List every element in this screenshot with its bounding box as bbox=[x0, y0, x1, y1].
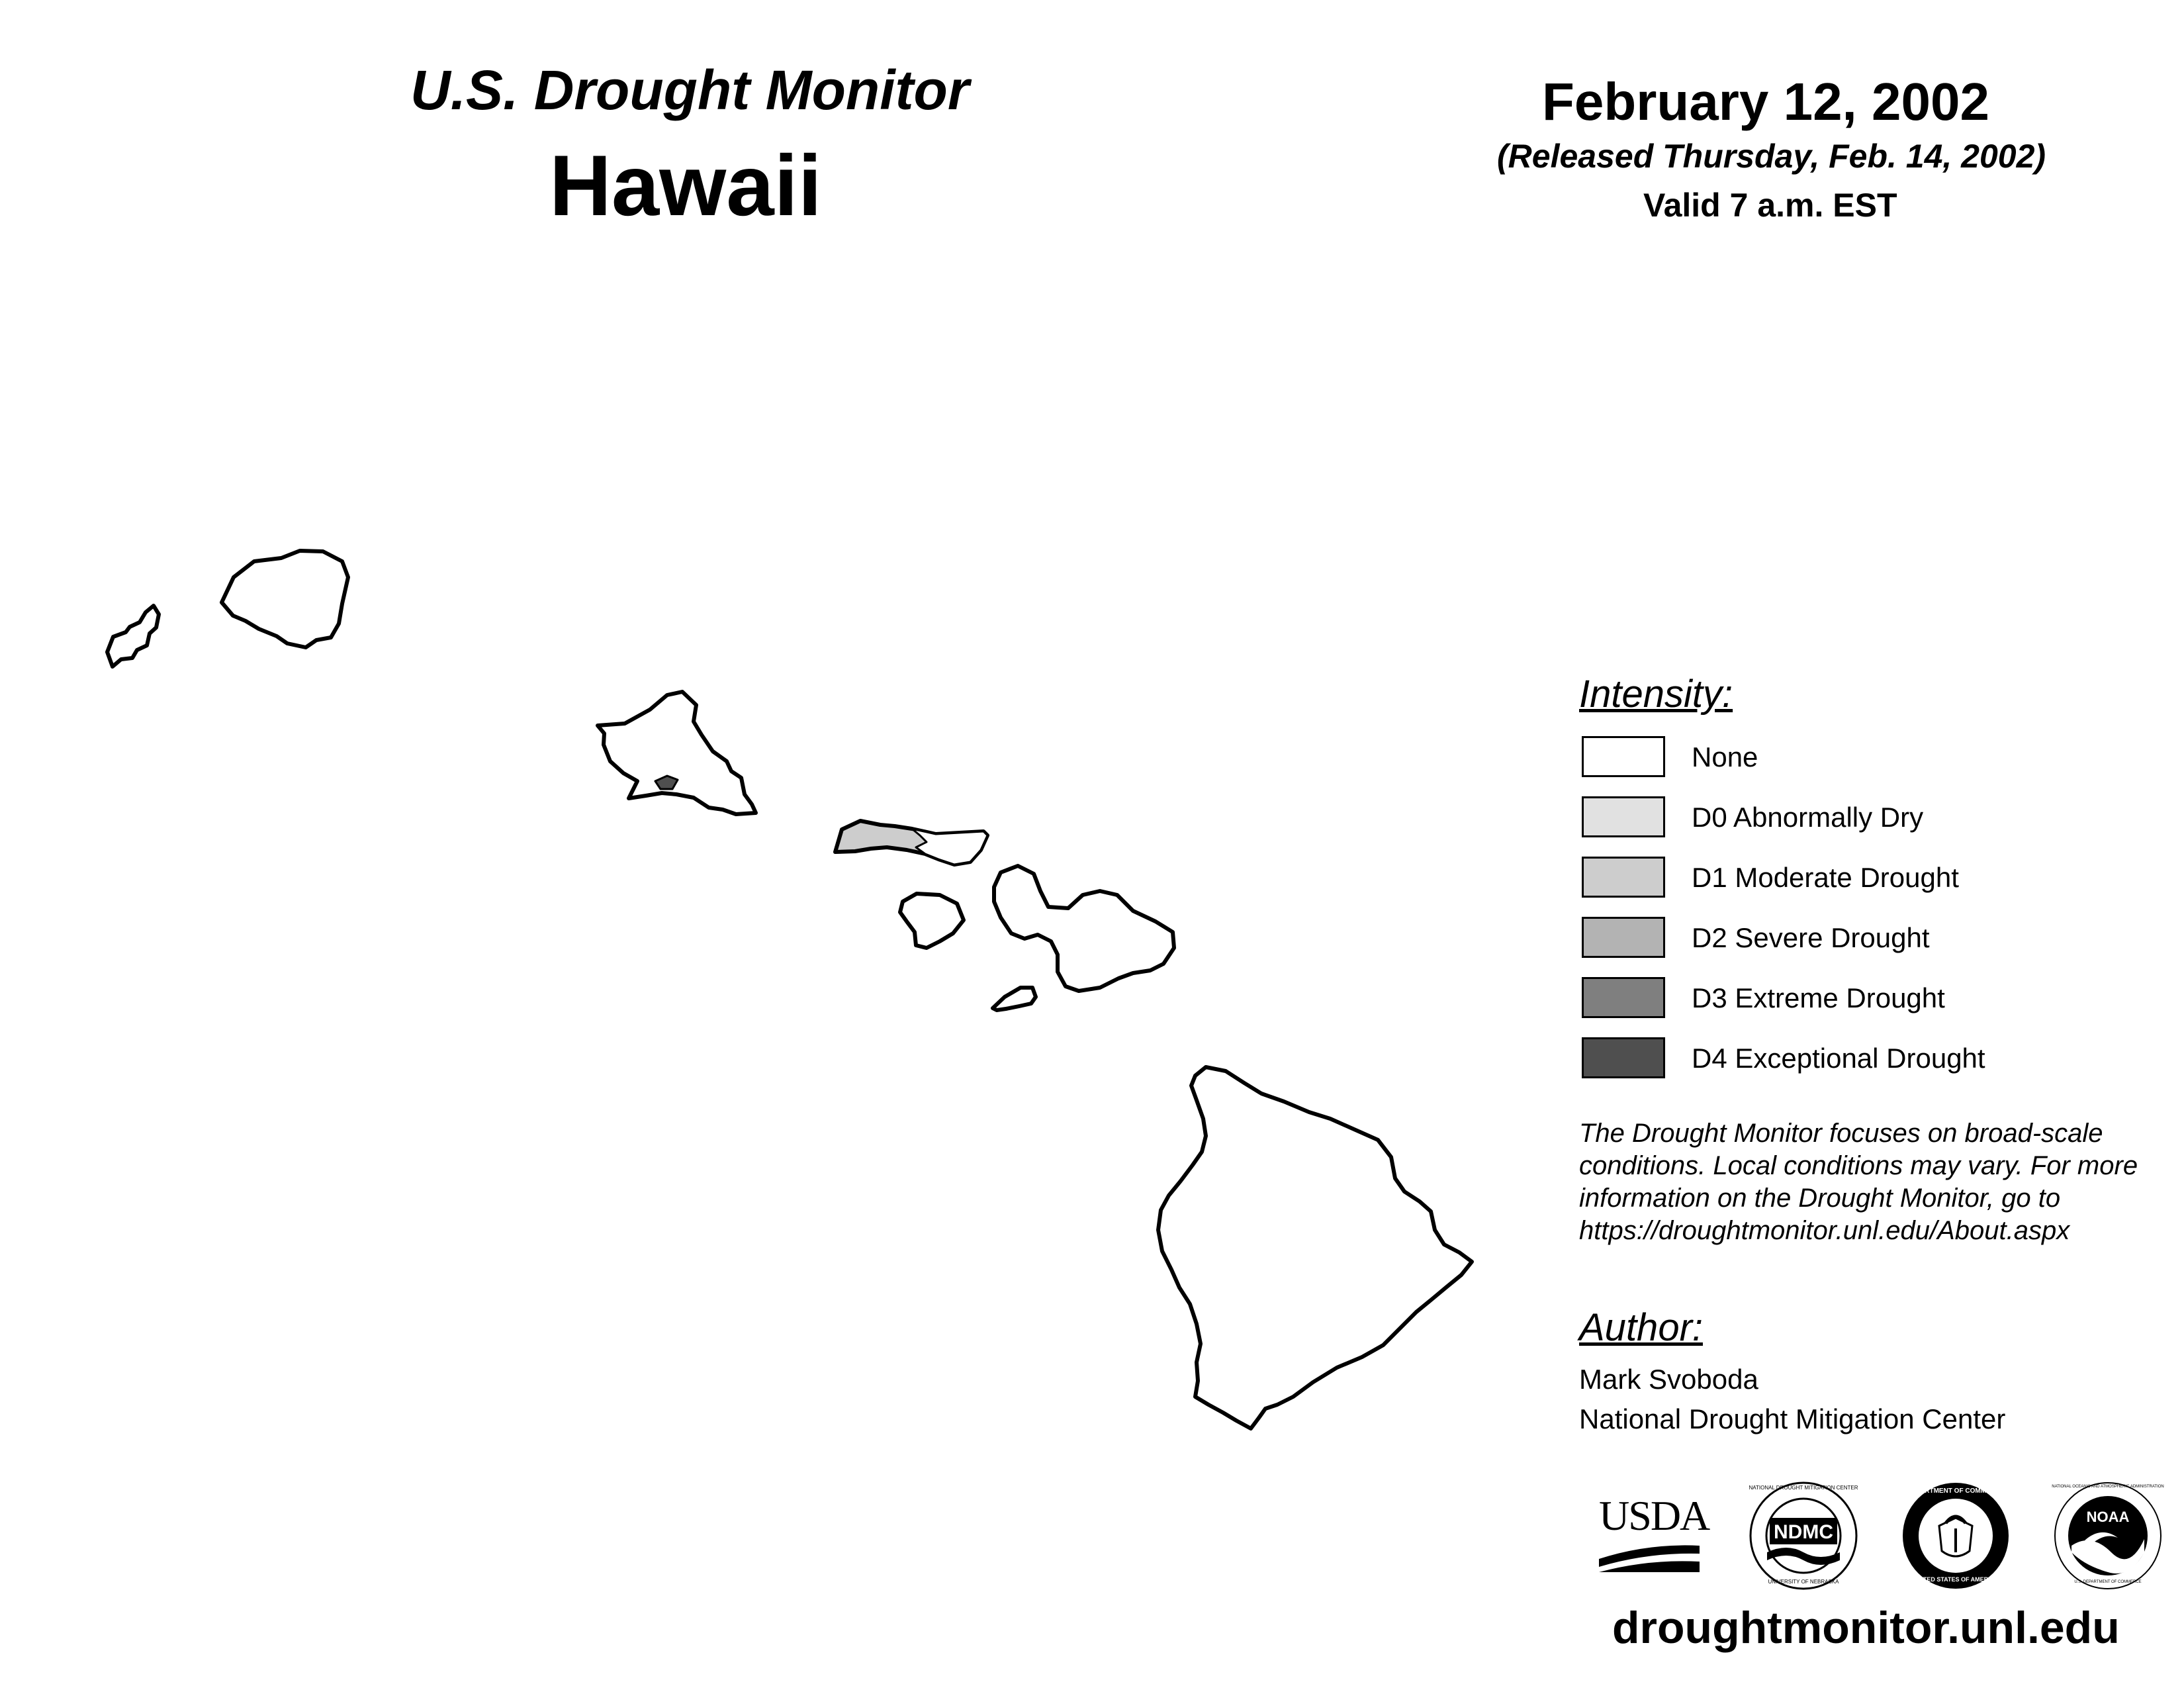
region-title: Hawaii bbox=[549, 137, 822, 234]
island-oahu bbox=[598, 692, 756, 814]
noaa-ring-bottom: U.S. DEPARTMENT OF COMMERCE bbox=[2074, 1580, 2142, 1584]
disclaimer bbox=[1579, 1117, 2138, 1247]
noaa-logo bbox=[2052, 1479, 2164, 1592]
legend-label: D4 Exceptional Drought bbox=[1692, 1043, 1985, 1074]
legend-label: None bbox=[1692, 741, 1758, 773]
island-hawaii bbox=[1158, 1067, 1472, 1429]
legend-item bbox=[1582, 1037, 2045, 1081]
author-organization: National Drought Mitigation Center bbox=[1579, 1403, 2006, 1434]
legend-item bbox=[1582, 977, 2045, 1021]
valid-time: Valid 7 a.m. EST bbox=[1643, 187, 1897, 224]
molokai-east-none bbox=[912, 829, 987, 865]
legend-label: D1 Moderate Drought bbox=[1692, 862, 1959, 893]
map-date: February 12, 2002 bbox=[1542, 72, 1989, 131]
noaa-ring-text: NATIONAL OCEANIC AND ATMOSPHERIC ADMINISTRATION bbox=[2052, 1485, 2164, 1489]
noaa-logo-text: NOAA bbox=[2086, 1509, 2130, 1525]
legend-swatch bbox=[1582, 857, 1665, 898]
usda-logo-text: USDA bbox=[1599, 1492, 1709, 1539]
legend-swatch bbox=[1582, 796, 1665, 837]
ndmc-ring-bottom: UNIVERSITY OF NEBRASKA bbox=[1768, 1579, 1839, 1585]
commerce-ring-text: DEPARTMENT OF COMMERCE bbox=[1907, 1487, 2005, 1495]
disclaimer-line: The Drought Monitor focuses on broad-scale bbox=[1579, 1119, 2103, 1148]
legend-item bbox=[1582, 917, 2045, 961]
legend-swatch bbox=[1582, 977, 1665, 1018]
island-kauai bbox=[222, 551, 348, 647]
author-heading: Author: bbox=[1579, 1306, 1703, 1349]
legend-label: D2 Severe Drought bbox=[1692, 922, 1930, 953]
disclaimer-url[interactable]: https://droughtmonitor.unl.edu/About.aspx bbox=[1579, 1216, 2070, 1245]
commerce-logo bbox=[1899, 1479, 2012, 1592]
disclaimer-line: information on the Drought Monitor, go to bbox=[1579, 1184, 2061, 1213]
usda-logo bbox=[1595, 1479, 1707, 1592]
legend-swatch bbox=[1582, 736, 1665, 777]
island-niihau bbox=[107, 606, 159, 667]
legend-label: D0 Abnormally Dry bbox=[1692, 802, 1924, 833]
legend-item bbox=[1582, 857, 2045, 900]
legend-item bbox=[1582, 796, 2045, 840]
author-name: Mark Svoboda bbox=[1579, 1364, 1758, 1395]
ndmc-ring-text: NATIONAL DROUGHT MITIGATION CENTER bbox=[1749, 1485, 1858, 1491]
website-link[interactable]: droughtmonitor.unl.edu bbox=[1612, 1603, 2120, 1653]
island-maui bbox=[994, 866, 1174, 991]
legend-swatch bbox=[1582, 917, 1665, 958]
island-lanai bbox=[900, 894, 964, 948]
legend-item bbox=[1582, 736, 2045, 780]
legend-swatch bbox=[1582, 1037, 1665, 1078]
release-note: (Released Thursday, Feb. 14, 2002) bbox=[1497, 138, 2046, 175]
island-kahoolawe bbox=[993, 988, 1036, 1010]
product-title: U.S. Drought Monitor bbox=[410, 59, 970, 121]
legend-heading: Intensity: bbox=[1579, 673, 1733, 716]
legend-label: D3 Extreme Drought bbox=[1692, 982, 1945, 1013]
ndmc-logo-text: NDMC bbox=[1774, 1521, 1833, 1543]
ndmc-logo bbox=[1747, 1479, 1860, 1592]
commerce-ring-bottom: UNITED STATES OF AMERICA bbox=[1913, 1576, 1999, 1583]
disclaimer-line: conditions. Local conditions may vary. For more bbox=[1579, 1151, 2138, 1180]
